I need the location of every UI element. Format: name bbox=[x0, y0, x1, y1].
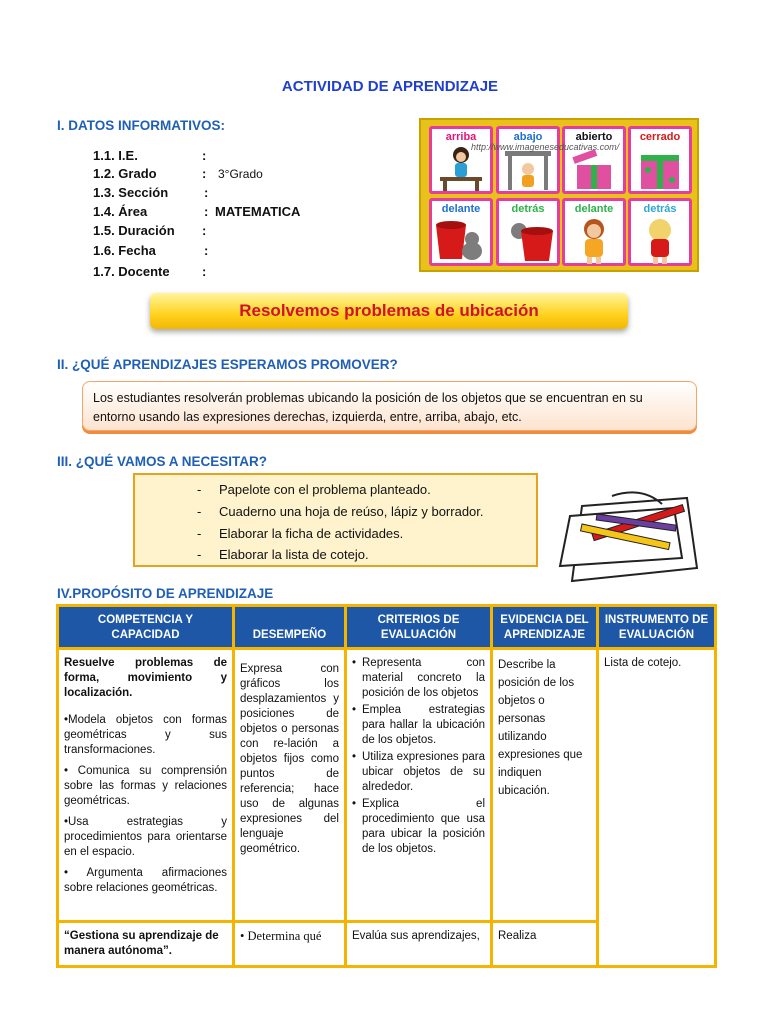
criterios-cell-2: Evalúa sus aprendizajes, bbox=[346, 922, 492, 967]
criterio-text: Emplea estrategias para hallar la ubicación de los objetos. bbox=[362, 704, 485, 746]
position-words-image bbox=[419, 118, 699, 272]
info-label: 1.1. I.E. bbox=[93, 148, 138, 163]
table-header-row bbox=[58, 606, 716, 649]
section-necesitar: III. ¿QUÉ VAMOS A NECESITAR? bbox=[57, 454, 268, 469]
material-item: Cuaderno una hoja de reúso, lápiz y borrador. bbox=[219, 504, 484, 519]
card-word: arriba bbox=[445, 131, 477, 143]
header-instrumento: INSTRUMENTO DE EVALUACIÓN bbox=[598, 606, 716, 649]
pencils-on-paper-icon bbox=[552, 486, 702, 586]
criterio-text: Representa con material concreto la posición de los objetos bbox=[362, 657, 485, 699]
info-row-ie bbox=[0, 148, 400, 166]
criterio-item bbox=[352, 797, 485, 857]
card-delante bbox=[429, 198, 493, 266]
competencia-title: Resuelve problemas de forma, movimiento y localización. bbox=[64, 657, 227, 699]
section-datos-informativos: I. DATOS INFORMATIVOS: bbox=[57, 118, 225, 133]
card-word: detrás bbox=[511, 203, 545, 215]
desempeno-cell: Expresa con gráficos los desplazamientos y posiciones de objetos o personas con re-lación a objetos fijos como puntos de referencia; hace uso de algunas expresiones del lenguaje geométrico. bbox=[234, 649, 346, 922]
card-word: abierto bbox=[575, 131, 613, 143]
header-evidencia: EVIDENCIA DEL APRENDIZAJE bbox=[492, 606, 598, 649]
header-criterios: CRITERIOS DE EVALUACIÓN bbox=[346, 606, 492, 649]
info-label: 1.6. Fecha bbox=[93, 243, 156, 258]
criterio-item bbox=[352, 703, 485, 748]
card-abierto bbox=[562, 126, 626, 194]
bullet: • bbox=[352, 751, 357, 763]
girl-front-icon bbox=[565, 215, 623, 265]
instrumento-cell: Lista de cotejo. bbox=[598, 649, 716, 967]
info-row-area bbox=[0, 204, 400, 222]
info-colon: : bbox=[204, 185, 209, 200]
section-aprendizajes: II. ¿QUÉ APRENDIZAJES ESPERAMOS PROMOVER? bbox=[57, 357, 398, 372]
cat-in-front-of-bucket-icon bbox=[432, 215, 490, 265]
list-dash: - bbox=[197, 547, 202, 562]
card-arriba bbox=[429, 126, 493, 194]
bullet: • bbox=[352, 657, 357, 669]
capacidad-item: • Argumenta afirmaciones sobre relaciones geométricas. bbox=[64, 867, 227, 894]
criterio-item bbox=[352, 750, 485, 795]
info-label: 1.5. Duración bbox=[93, 223, 175, 238]
criterio-text: Explica el procedimiento que usa para ubicar la posición de los objetos. bbox=[362, 798, 485, 855]
info-colon: : bbox=[204, 243, 209, 258]
info-label: 1.7. Docente bbox=[93, 264, 170, 279]
info-colon: : bbox=[202, 166, 207, 181]
info-colon: : bbox=[204, 204, 209, 219]
card-cerrado bbox=[628, 126, 692, 194]
list-dash: - bbox=[197, 504, 202, 519]
card-word: abajo bbox=[513, 131, 543, 143]
criterio-item bbox=[352, 656, 485, 701]
girl-back-icon bbox=[631, 215, 689, 265]
criterio-text: Utiliza expresiones para ubicar objetos de su alrededor. bbox=[362, 751, 485, 793]
desempeno-cell-2: • Determina qué bbox=[234, 922, 346, 967]
info-row-seccion bbox=[0, 185, 400, 203]
info-label: 1.2. Grado bbox=[93, 166, 157, 181]
materials-box bbox=[133, 473, 538, 567]
info-value: 3°Grado bbox=[218, 167, 263, 181]
evidencia-cell-2: Realiza bbox=[492, 922, 598, 967]
activity-banner: Resolvemos problemas de ubicación bbox=[150, 293, 628, 329]
header-desempeno: DESEMPEÑO bbox=[234, 606, 346, 649]
section-proposito: IV.PROPÓSITO DE APRENDIZAJE bbox=[57, 586, 274, 601]
material-item: Elaborar la lista de cotejo. bbox=[219, 547, 369, 562]
info-row-docente bbox=[0, 264, 400, 282]
page-title: ACTIVIDAD DE APRENDIZAJE bbox=[281, 78, 499, 95]
info-value: MATEMATICA bbox=[215, 204, 301, 219]
capacidad-item: •Usa estrategias y procedimientos para orientarse en el espacio. bbox=[64, 816, 227, 858]
card-word: delante bbox=[574, 203, 614, 215]
info-label: 1.3. Sección bbox=[93, 185, 169, 200]
info-colon: : bbox=[202, 264, 207, 279]
info-colon: : bbox=[202, 223, 207, 238]
table-row bbox=[58, 649, 716, 922]
capacidad-item: • Comunica su comprensión sobre las formas y relaciones geométricas. bbox=[64, 765, 227, 807]
material-item: Papelote con el problema planteado. bbox=[219, 482, 431, 497]
competencia-cell bbox=[58, 649, 234, 922]
cat-behind-bucket-icon bbox=[499, 215, 557, 265]
capacidad-item: •Modela objetos con formas geométricas y sus transformaciones. bbox=[64, 714, 227, 756]
info-row-fecha bbox=[0, 243, 400, 261]
info-row-grado bbox=[0, 166, 400, 184]
card-word: delante bbox=[441, 203, 481, 215]
list-dash: - bbox=[197, 526, 202, 541]
evidencia-cell: Describe la posición de los objetos o personas utilizando expresiones que indiquen ubicación. bbox=[492, 649, 598, 922]
bullet: • bbox=[352, 798, 357, 810]
header-competencia: COMPETENCIA Y CAPACIDAD bbox=[58, 606, 234, 649]
competencia-cell-2: “Gestiona su aprendizaje de manera autónoma”. bbox=[58, 922, 234, 967]
list-dash: - bbox=[197, 482, 202, 497]
image-watermark: http://www.imageneseducativas.com/ bbox=[471, 142, 620, 152]
card-detras-girl bbox=[628, 198, 692, 266]
card-abajo bbox=[496, 126, 560, 194]
purpose-box: Los estudiantes resolverán problemas ubicando la posición de los objetos que se encuentran en su entorno usando las expresiones derechas, izquierda, entre, arriba, abajo, etc. bbox=[82, 381, 697, 431]
material-item: Elaborar la ficha de actividades. bbox=[219, 526, 404, 541]
info-colon: : bbox=[202, 148, 207, 163]
purpose-table bbox=[56, 604, 717, 968]
closed-gift-icon bbox=[631, 143, 689, 193]
bullet: • bbox=[352, 704, 357, 716]
info-label: 1.4. Área bbox=[93, 204, 148, 219]
card-detras bbox=[496, 198, 560, 266]
criterios-cell bbox=[346, 649, 492, 922]
card-word: detrás bbox=[643, 203, 677, 215]
card-word: cerrado bbox=[639, 131, 681, 143]
info-row-duracion bbox=[0, 223, 400, 241]
card-delante-girl bbox=[562, 198, 626, 266]
